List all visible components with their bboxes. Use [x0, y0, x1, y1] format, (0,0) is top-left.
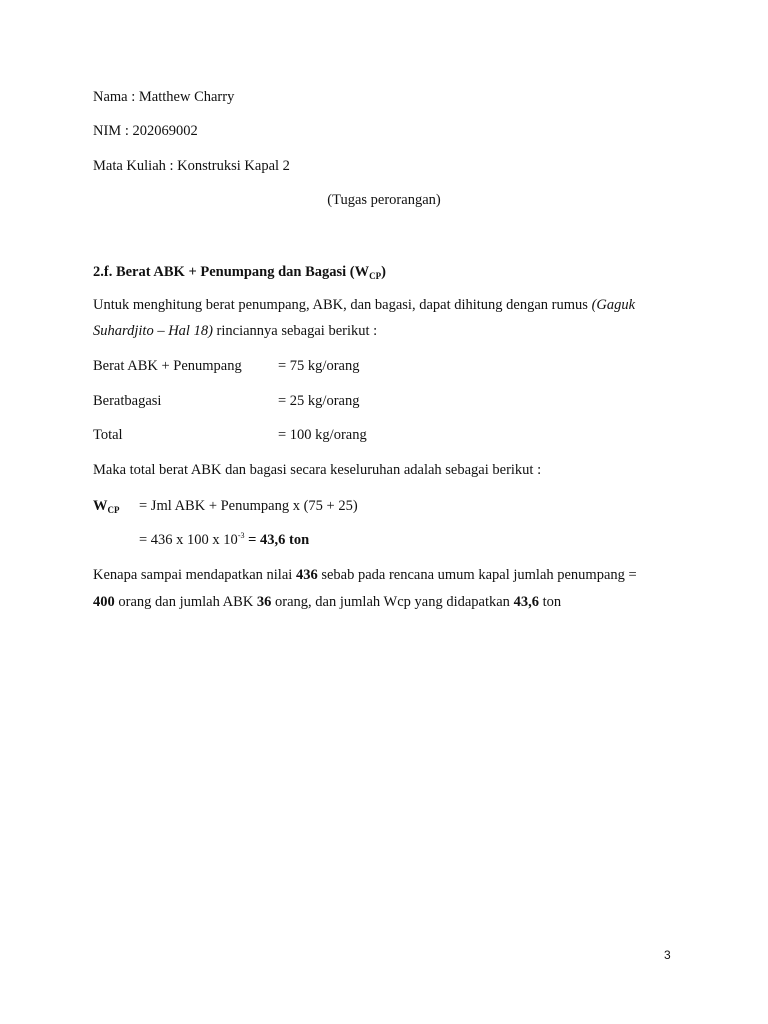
weight-row [93, 392, 359, 410]
explanation-number: 436 [295, 567, 318, 583]
explanation-number: 400 [93, 594, 115, 610]
student-name: Nama : Matthew Charry [93, 89, 235, 105]
weight-value: = 100 kg/orang [278, 427, 367, 443]
section-heading-close: ) [381, 264, 386, 280]
explanation-line-2 [93, 593, 561, 611]
formula-equals: = [244, 532, 260, 548]
weight-row [93, 357, 359, 375]
assignment-type: (Tugas perorangan) [327, 192, 441, 208]
intro-text-end: rinciannya sebagai berikut : [212, 323, 378, 339]
weight-label: Berat ABK + Penumpang [93, 358, 242, 374]
weight-value: = 25 kg/orang [278, 393, 360, 409]
intro-line-1 [93, 296, 635, 314]
formula-symbol-subscript: CP [107, 505, 120, 515]
formula-symbol-w: W [93, 498, 108, 514]
section-heading [93, 263, 386, 281]
conclusion-text: Maka total berat ABK dan bagasi secara keseluruhan adalah sebagai berikut : [93, 462, 542, 478]
course-name: Mata Kuliah : Konstruksi Kapal 2 [93, 158, 290, 174]
page-number: 3 [664, 948, 671, 962]
explanation-text: Kenapa sampai mendapatkan nilai [93, 567, 296, 583]
formula-exponent: -3 [237, 531, 245, 540]
formula-symbol [93, 497, 139, 515]
formula-calculation: = 436 x 100 x 10 [139, 532, 238, 548]
formula-expression: = Jml ABK + Penumpang x (75 + 25) [139, 498, 358, 514]
explanation-number: 43,6 [513, 594, 539, 610]
weight-row [93, 426, 367, 444]
weight-label: Total [93, 427, 123, 443]
formula-line-1 [93, 497, 358, 515]
explanation-text: sebab pada rencana umum kapal jumlah penumpang = [317, 567, 637, 583]
intro-line-2 [93, 322, 377, 340]
explanation-number: 36 [256, 594, 272, 610]
explanation-text: orang dan jumlah ABK [114, 594, 257, 610]
section-heading-text: 2.f. Berat ABK + Penumpang dan Bagasi (W [93, 264, 370, 280]
intro-reference-1: (Gaguk [591, 297, 636, 313]
weight-value: = 75 kg/orang [278, 358, 360, 374]
explanation-text: orang, dan jumlah Wcp yang didapatkan [271, 594, 514, 610]
weight-label: Beratbagasi [93, 393, 162, 409]
formula-result: 43,6 ton [260, 532, 310, 548]
explanation-line-1 [93, 566, 637, 584]
section-heading-subscript: CP [369, 271, 382, 281]
intro-reference-2: Suhardjito – Hal 18) [93, 323, 213, 339]
explanation-text: ton [538, 594, 562, 610]
formula-line-2 [139, 531, 309, 549]
student-nim: NIM : 202069002 [93, 123, 198, 139]
intro-text: Untuk menghitung berat penumpang, ABK, dan bagasi, dapat dihitung dengan rumus [93, 297, 592, 313]
